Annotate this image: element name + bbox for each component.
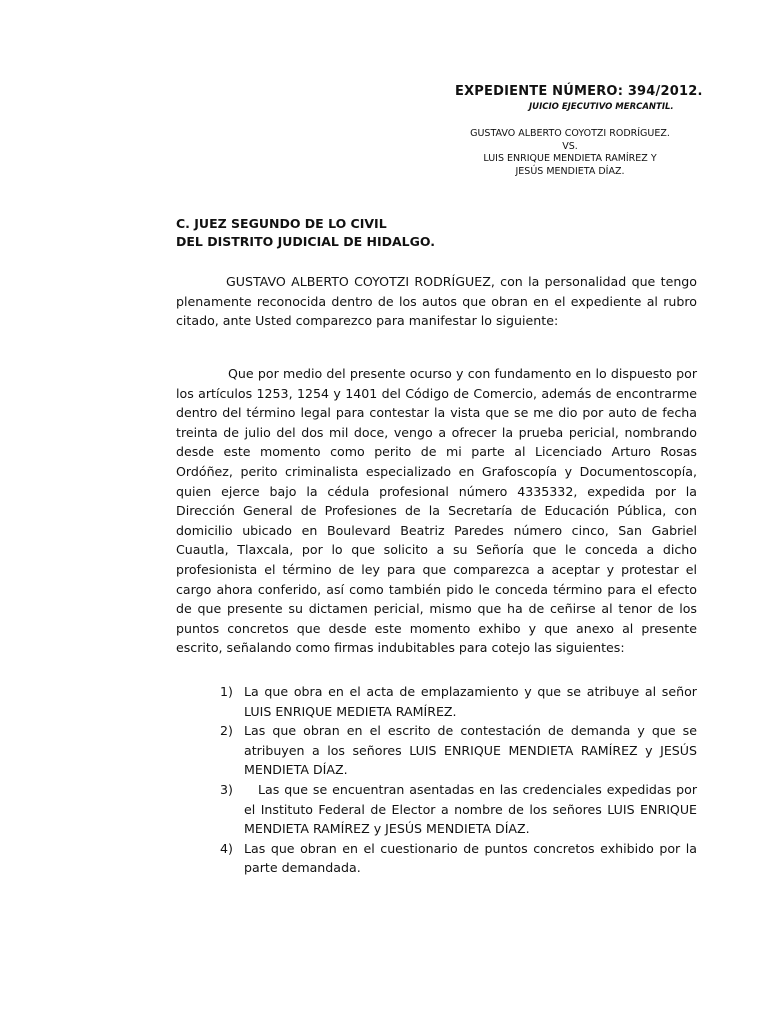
body-paragraph-2: Que por medio del presente ocurso y con fundamento en lo dispuesto por los artículos 1253, 1254 y 1401 del Código de Comercio, además de encontrarme dentro del término legal para contestar la vista que se me dio por auto de fecha treinta de julio del dos mil doce, vengo a ofrecer la prueba pericial, nombrando desde este momento como perito de mi parte al Licenciado Arturo Rosas Ordóñez, perito criminalista especializado en Grafoscopía y Documentoscopía, quien ejerce bajo la cédula profesional número 4335332, expedida por la Dirección General de Profesiones de la Secretaría de Educación Pública, con domicilio ubicado en Boulevard Beatriz Paredes número cinco, San Gabriel Cuautla, Tlaxcala, por lo que solicito a su Señoría que le conceda a dicho profesionista el término de ley para que comparezca a aceptar y protestar el cargo ahora conferido, así como también pido le conceda término para el efecto de que presente su dictamen pericial, mismo que ha de ceñirse al tenor de los puntos concretos que desde este momento exhibo y que anexo al presente escrito, señalando como firmas indubitables para cotejo las siguientes: bbox=[176, 366, 697, 656]
defendant-name-1: LUIS ENRIQUE MENDIETA RAMÍREZ Y bbox=[483, 153, 657, 164]
list-item-number: 4) bbox=[220, 840, 233, 856]
case-number: EXPEDIENTE NÚMERO: 394/2012. bbox=[455, 84, 703, 99]
case-parties bbox=[440, 128, 700, 178]
list-item-text: La que obra en el acta de emplazamiento y que se atribuye al señor LUIS ENRIQUE MEDIETA RAMÍREZ. bbox=[244, 684, 697, 719]
versus-label: VS. bbox=[562, 140, 578, 152]
list-item bbox=[220, 839, 697, 878]
list-item-number: 3) bbox=[220, 781, 233, 797]
list-item bbox=[220, 682, 697, 721]
list-item-text: Las que obran en el escrito de contestación de demanda y que se atribuyen a los señores LUIS ENRIQUE MENDIETA RAMÍREZ y JESÚS MENDIETA DÍAZ. bbox=[244, 723, 697, 778]
list-item bbox=[220, 780, 697, 839]
addressee-line-2: DEL DISTRITO JUDICIAL DE HIDALGO. bbox=[176, 234, 435, 249]
list-item-number: 2) bbox=[220, 723, 233, 739]
case-type: JUICIO EJECUTIVO MERCANTIL. bbox=[529, 102, 674, 112]
list-item-text: Las que se encuentran asentadas en las credenciales expedidas por el Instituto Federal de Elector a nombre de los señores LUIS ENRIQUE MENDIETA RAMÍREZ y JESÚS MENDIETA DÍAZ. bbox=[244, 781, 697, 837]
list-item bbox=[220, 721, 697, 780]
addressee-line-1: C. JUEZ SEGUNDO DE LO CIVIL bbox=[176, 216, 387, 231]
defendant-name-2: JESÚS MENDIETA DÍAZ. bbox=[515, 165, 625, 177]
addressee-block bbox=[176, 215, 435, 251]
list-item-text: Las que obran en el cuestionario de puntos concretos exhibido por la parte demandada. bbox=[244, 840, 697, 876]
plaintiff-name: GUSTAVO ALBERTO COYOTZI RODRÍGUEZ. bbox=[470, 128, 670, 139]
signature-list bbox=[220, 682, 697, 878]
list-item-number: 1) bbox=[220, 684, 233, 699]
body-paragraph-1: GUSTAVO ALBERTO COYOTZI RODRÍGUEZ, con la personalidad que tengo plenamente reconocida dentro de los autos que obran en el expediente al rubro citado, ante Usted comparezco para manifestar lo siguiente: bbox=[176, 274, 697, 329]
